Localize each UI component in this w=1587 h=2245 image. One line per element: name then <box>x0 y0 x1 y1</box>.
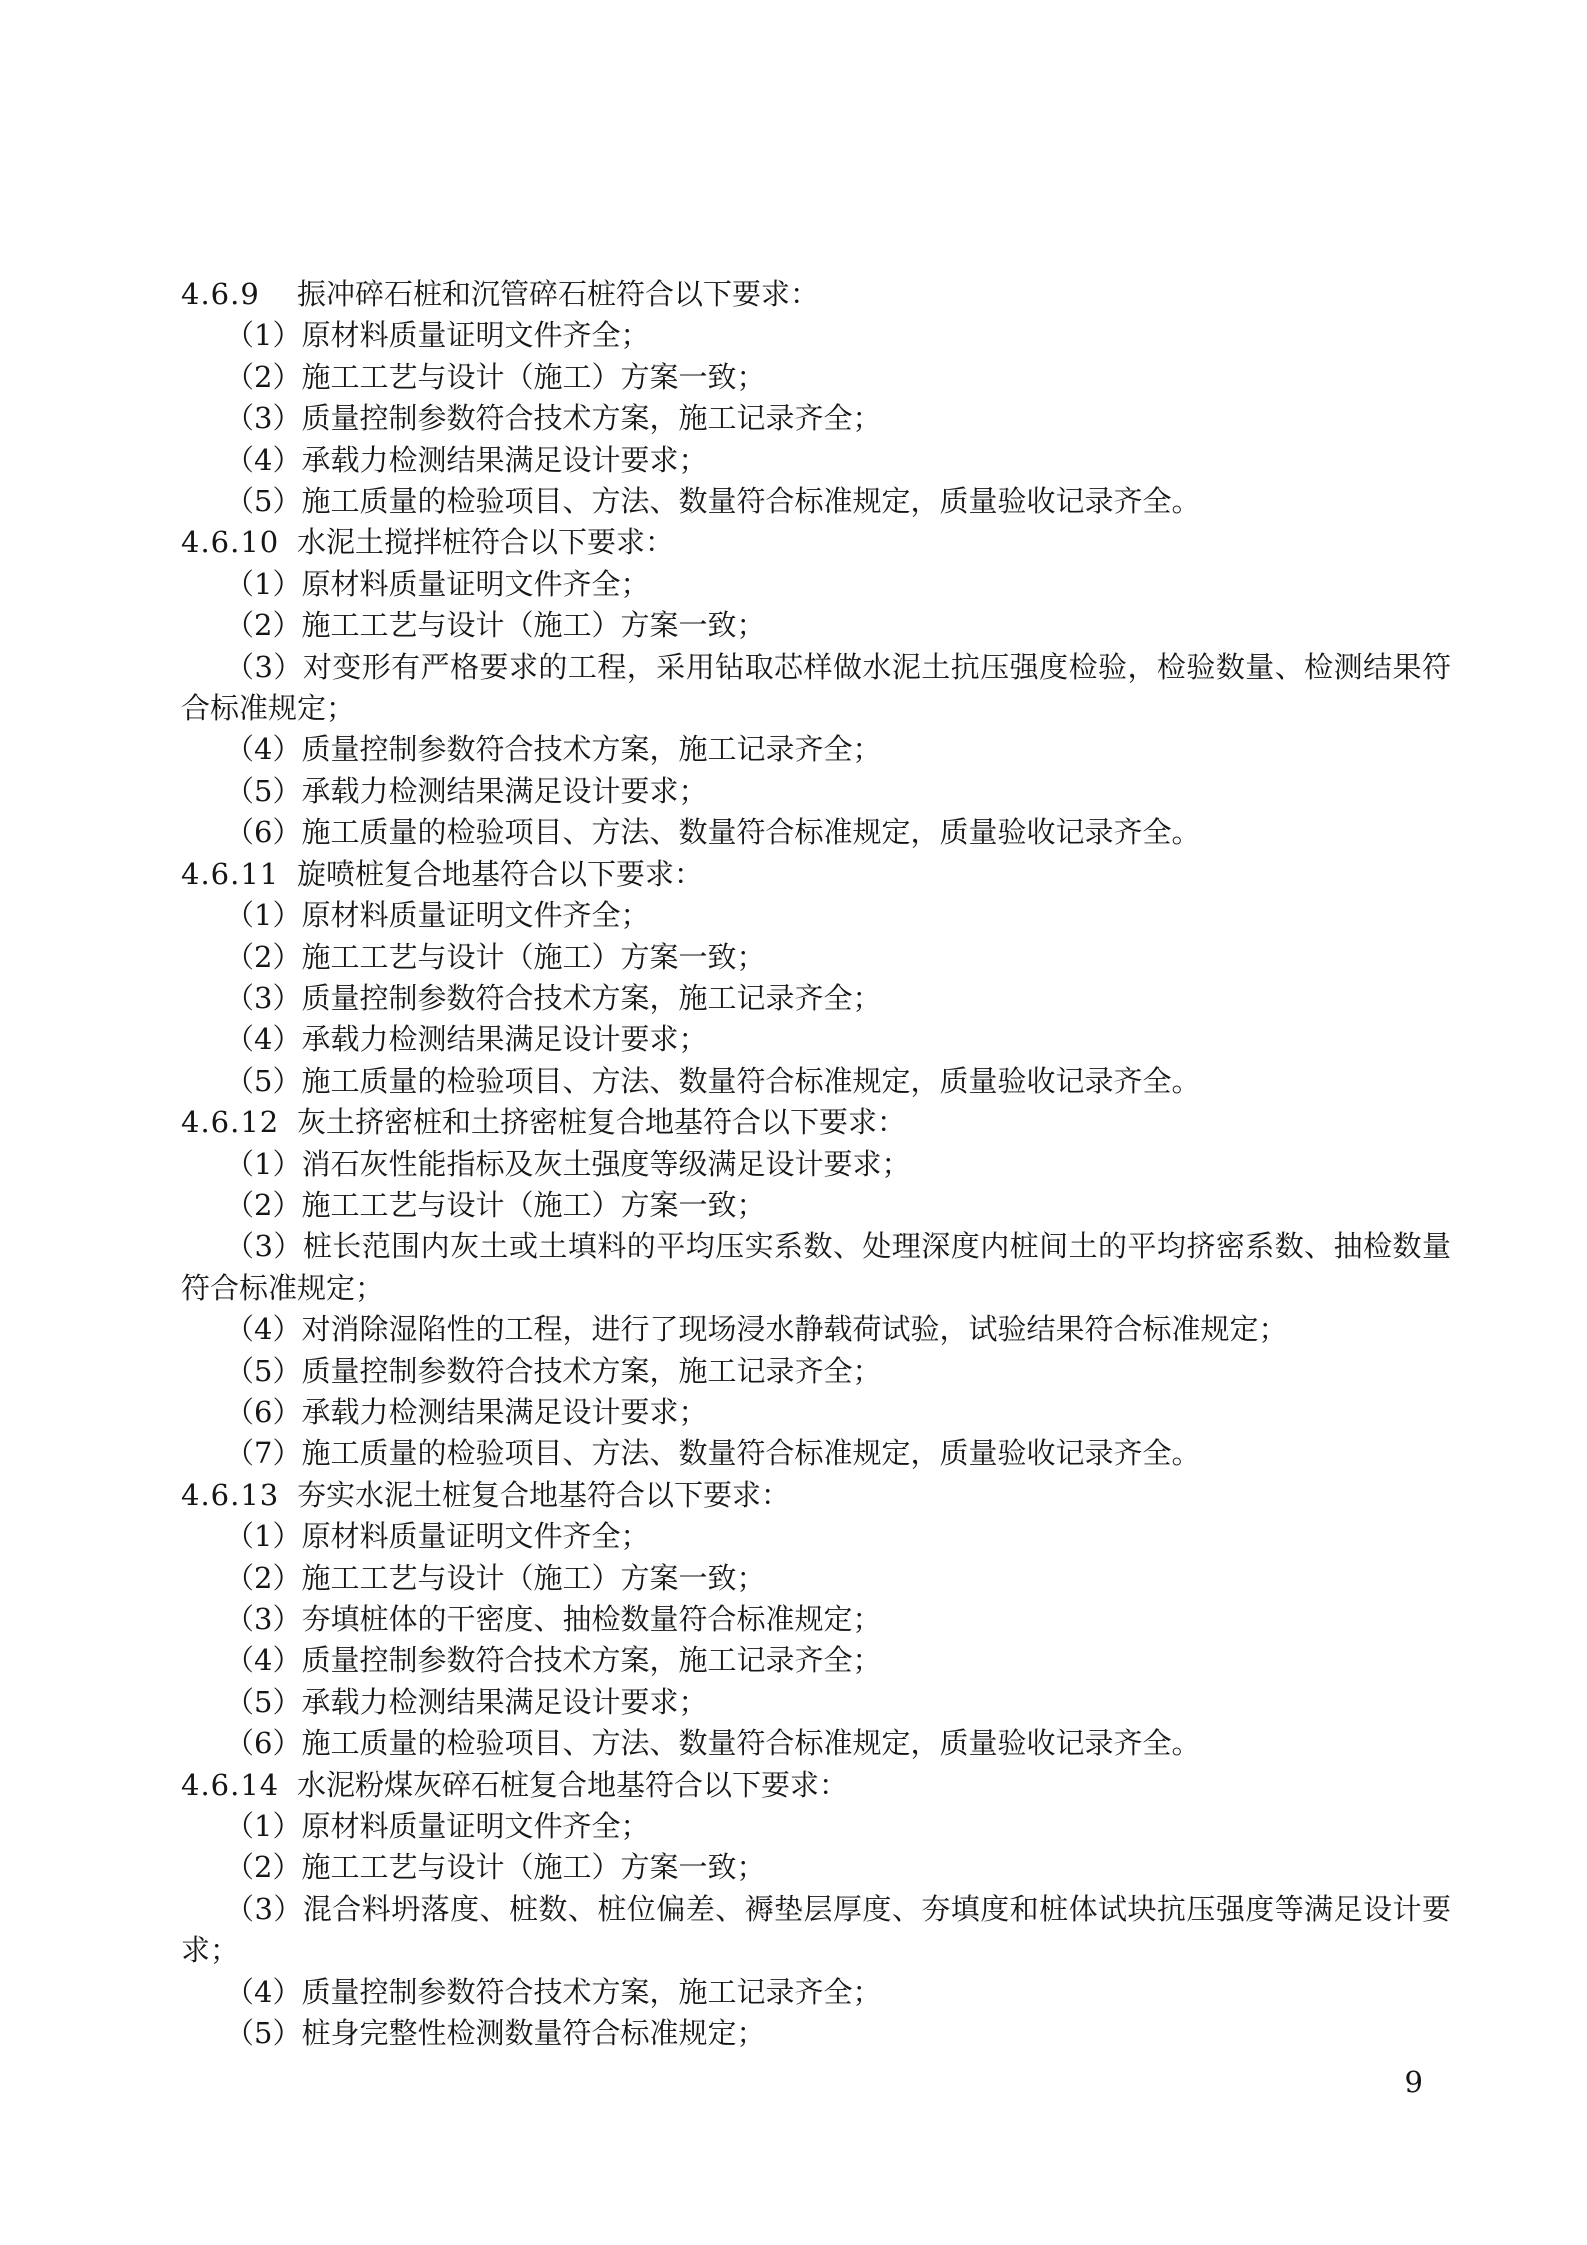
list-item <box>181 2013 1451 2054</box>
item-text: 施工工艺与设计（施工）方案一致； <box>301 1850 766 1885</box>
item-text: 承载力检测结果满足设计要求； <box>301 1022 708 1057</box>
item-text: 承载力检测结果满足设计要求； <box>301 1684 708 1719</box>
item-label: （4） <box>225 1022 302 1057</box>
page-number: 9 <box>1404 2065 1423 2099</box>
list-item <box>181 1847 1451 1888</box>
item-text: 施工工艺与设计（施工）方案一致； <box>301 1187 766 1222</box>
list-item <box>181 1972 1451 2013</box>
section-number: 4.6.11 <box>181 856 280 891</box>
list-item <box>181 1516 1451 1557</box>
list-item <box>181 729 1451 770</box>
item-text: 施工工艺与设计（施工）方案一致； <box>301 939 766 974</box>
list-item <box>181 1599 1451 1640</box>
section-heading <box>181 274 1451 315</box>
list-item <box>181 1061 1451 1102</box>
list-item <box>181 771 1451 812</box>
item-label: （3） <box>225 1602 302 1636</box>
item-text: 原材料质量证明文件齐全； <box>301 318 650 353</box>
item-text: 施工质量的检验项目、方法、数量符合标准规定，质量验收记录齐全。 <box>301 1726 1201 1761</box>
item-label: （5） <box>225 1063 302 1098</box>
list-item <box>181 647 1451 730</box>
item-label: （6） <box>225 1394 302 1429</box>
list-item <box>181 357 1451 398</box>
list-item <box>181 440 1451 481</box>
item-text: 对消除湿陷性的工程，进行了现场浸水静载荷试验，试验结果符合标准规定； <box>301 1312 1288 1347</box>
item-label: （1） <box>225 566 302 601</box>
item-label: （2） <box>225 359 302 394</box>
list-item <box>181 1806 1451 1847</box>
section-heading <box>181 1475 1451 1516</box>
item-text: 原材料质量证明文件齐全； <box>301 1519 650 1554</box>
item-label: （5） <box>225 1353 302 1388</box>
section-title: 振冲碎石桩和沉管碎石桩符合以下要求： <box>297 277 820 311</box>
item-text: 桩身完整性检测数量符合标准规定； <box>301 2016 766 2051</box>
item-label: （2） <box>225 939 302 974</box>
item-label: （4） <box>225 732 302 767</box>
item-text: 原材料质量证明文件齐全； <box>301 1809 650 1844</box>
item-text: 混合料坍落度、桩数、桩位偏差、褥垫层厚度、夯填度和桩体试块抗压强度等满足设计要求； <box>181 1891 1451 1968</box>
item-label: （5） <box>225 484 302 519</box>
list-item <box>181 398 1451 439</box>
item-label: （4） <box>225 1974 302 2009</box>
section-heading <box>181 522 1451 563</box>
item-label: （1） <box>225 898 302 933</box>
item-text: 消石灰性能指标及灰土强度等级满足设计要求； <box>301 1146 911 1181</box>
list-item <box>181 1889 1451 1972</box>
item-text: 施工质量的检验项目、方法、数量符合标准规定，质量验收记录齐全。 <box>301 484 1201 519</box>
list-item <box>181 1433 1451 1474</box>
list-item <box>181 481 1451 522</box>
list-item <box>181 1226 1451 1309</box>
item-text: 质量控制参数符合技术方案，施工记录齐全； <box>301 401 882 436</box>
section-title: 旋喷桩复合地基符合以下要求： <box>297 856 704 891</box>
section-number: 4.6.10 <box>181 525 280 560</box>
item-label: （5） <box>225 773 302 808</box>
item-label: （2） <box>225 1560 302 1595</box>
list-item <box>181 564 1451 605</box>
list-item <box>181 895 1451 936</box>
list-item <box>181 1558 1451 1599</box>
list-item <box>181 1351 1451 1392</box>
item-text: 承载力检测结果满足设计要求； <box>301 1394 708 1429</box>
item-label: （2） <box>225 1187 302 1222</box>
list-item <box>181 1185 1451 1226</box>
item-text: 质量控制参数符合技术方案，施工记录齐全； <box>301 980 882 1015</box>
section-title: 水泥粉煤灰碎石桩复合地基符合以下要求： <box>297 1767 849 1802</box>
item-label: （3） <box>225 980 302 1015</box>
item-text: 承载力检测结果满足设计要求； <box>301 773 708 808</box>
item-label: （2） <box>225 1850 302 1885</box>
section-heading <box>181 1102 1451 1143</box>
item-label: （4） <box>225 1643 302 1678</box>
item-text: 施工质量的检验项目、方法、数量符合标准规定，质量验收记录齐全。 <box>301 815 1201 850</box>
section-title: 夯实水泥土桩复合地基符合以下要求： <box>297 1477 791 1512</box>
list-item <box>181 978 1451 1019</box>
section-number: 4.6.13 <box>181 1477 280 1512</box>
item-label: （2） <box>225 608 302 643</box>
item-text: 质量控制参数符合技术方案，施工记录齐全； <box>301 732 882 767</box>
list-item <box>181 1682 1451 1723</box>
list-item <box>181 1144 1451 1185</box>
item-label: （3） <box>225 1229 303 1264</box>
item-text: 施工工艺与设计（施工）方案一致； <box>301 608 766 643</box>
list-item <box>181 315 1451 356</box>
item-label: （6） <box>225 1726 302 1761</box>
item-text: 夯填桩体的干密度、抽检数量符合标准规定； <box>301 1602 882 1636</box>
item-label: （1） <box>225 1519 302 1554</box>
item-label: （1） <box>225 1146 302 1181</box>
section-number: 4.6.14 <box>181 1767 280 1802</box>
section-heading <box>181 1765 1451 1806</box>
item-text: 质量控制参数符合技术方案，施工记录齐全； <box>301 1353 882 1388</box>
section-title: 灰土挤密桩和土挤密桩复合地基符合以下要求： <box>297 1105 907 1140</box>
list-item <box>181 937 1451 978</box>
list-item <box>181 1309 1451 1350</box>
item-label: （4） <box>225 1312 302 1347</box>
document-body <box>181 274 1451 2054</box>
item-text: 桩长范围内灰土或土填料的平均压实系数、处理深度内桩间土的平均挤密系数、抽检数量符合标准规定； <box>181 1229 1451 1305</box>
item-label: （5） <box>225 2016 302 2051</box>
item-label: （5） <box>225 1684 302 1719</box>
item-label: （4） <box>225 442 302 477</box>
item-label: （1） <box>225 318 302 353</box>
item-text: 对变形有严格要求的工程，采用钻取芯样做水泥土抗压强度检验，检验数量、检测结果符合标准规定； <box>181 649 1451 726</box>
item-text: 原材料质量证明文件齐全； <box>301 898 650 933</box>
list-item <box>181 1723 1451 1764</box>
item-text: 原材料质量证明文件齐全； <box>301 566 650 601</box>
list-item <box>181 1392 1451 1433</box>
item-text: 质量控制参数符合技术方案，施工记录齐全； <box>301 1643 882 1678</box>
item-label: （3） <box>225 1891 303 1926</box>
item-text: 质量控制参数符合技术方案，施工记录齐全； <box>301 1974 882 2009</box>
section-heading <box>181 854 1451 895</box>
item-text: 施工质量的检验项目、方法、数量符合标准规定，质量验收记录齐全。 <box>301 1436 1201 1471</box>
section-title: 水泥土搅拌桩符合以下要求： <box>297 525 675 560</box>
list-item <box>181 1640 1451 1681</box>
item-label: （1） <box>225 1809 302 1844</box>
list-item <box>181 812 1451 853</box>
list-item <box>181 1019 1451 1060</box>
list-item <box>181 605 1451 646</box>
item-text: 施工质量的检验项目、方法、数量符合标准规定，质量验收记录齐全。 <box>301 1063 1201 1098</box>
item-label: （7） <box>225 1436 302 1471</box>
item-label: （3） <box>225 401 302 436</box>
item-text: 承载力检测结果满足设计要求； <box>301 442 708 477</box>
item-label: （6） <box>225 815 302 850</box>
page-footer <box>181 2062 1451 2103</box>
section-number: 4.6.9 <box>181 277 260 311</box>
item-text: 施工工艺与设计（施工）方案一致； <box>301 1560 766 1595</box>
item-text: 施工工艺与设计（施工）方案一致； <box>301 359 766 394</box>
item-label: （3） <box>225 649 303 684</box>
section-number: 4.6.12 <box>181 1105 280 1140</box>
